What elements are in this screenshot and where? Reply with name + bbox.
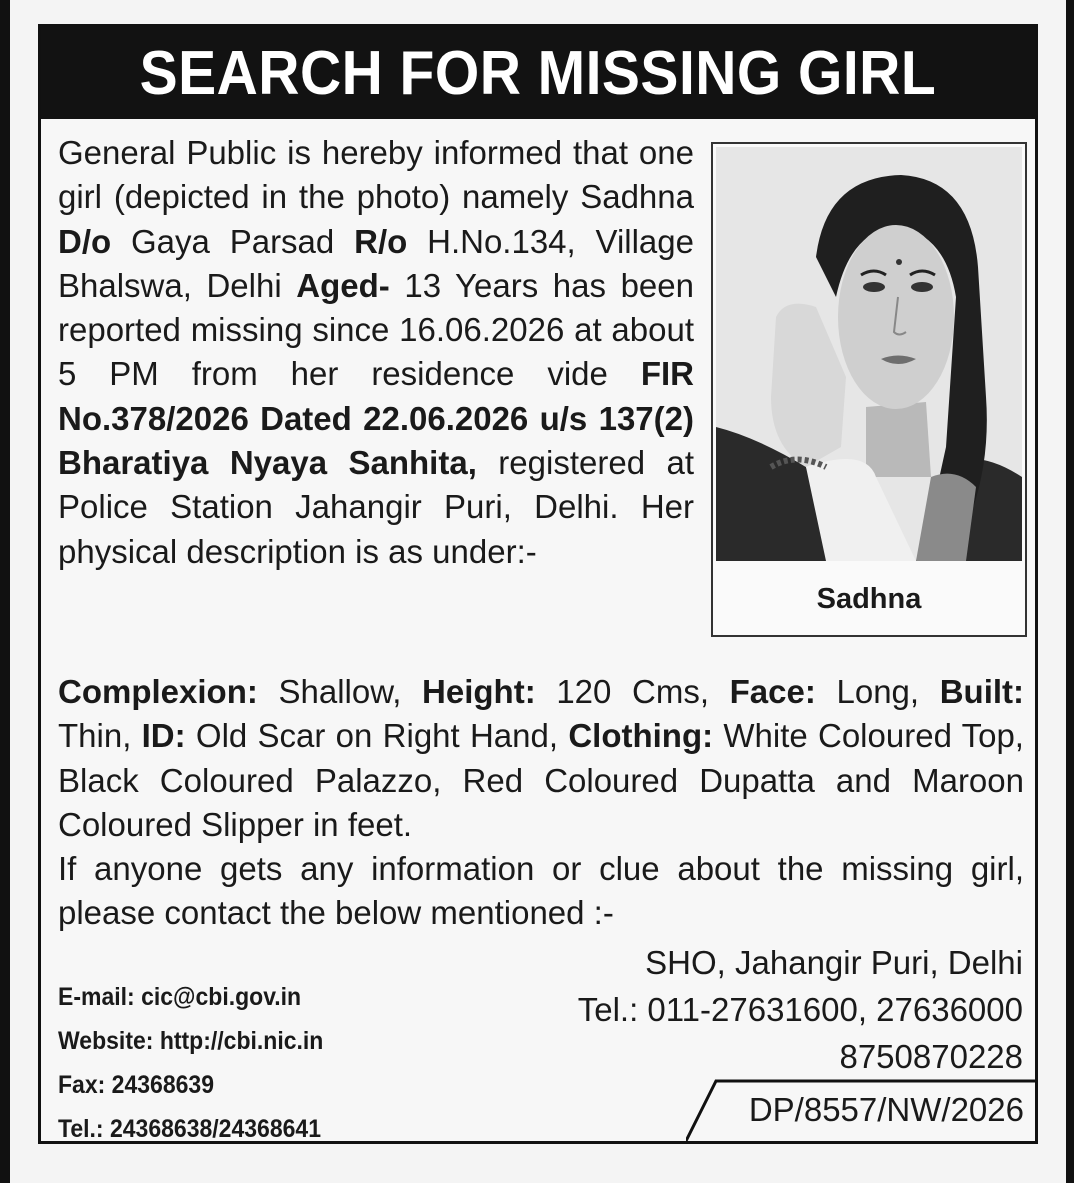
intro-paragraph — [58, 131, 694, 574]
missing-girl-notice — [38, 24, 1038, 1144]
daughter-of-label: D/o — [58, 222, 112, 260]
missing-details-text: 13 Years has been reported missing since 16.06.2026 at about 5 PM from her residence vide — [58, 266, 694, 393]
intro-text: General Public is hereby informed that one girl (depicted in the photo) namely Sadhna — [58, 134, 694, 216]
title-banner — [41, 27, 1035, 119]
face-value: Long, — [815, 673, 940, 710]
sho-mobile: 8750870228 — [839, 1038, 1023, 1075]
face-label: Face: — [729, 673, 816, 710]
cbi-contact-block — [58, 975, 500, 1151]
portrait-illustration — [716, 147, 1022, 561]
id-value: Old Scar on Right Hand, — [185, 717, 569, 755]
missing-girl-photo — [716, 147, 1022, 561]
clothing-value: White Coloured Top, Black Coloured Palazzo, Red Coloured Dupatta and Maroon Coloured Slipper in feet. — [58, 717, 1024, 843]
father-name: Gaya Parsad — [111, 222, 355, 260]
frame-edge-left — [0, 0, 10, 1183]
photo-caption: Sadhna — [816, 582, 922, 615]
police-station-text: registered at Police Station Jahangir Puri, Delhi. Her physical description is as under:- — [58, 444, 695, 570]
address-text: H.No.134, Village Bhalswa, Delhi — [58, 222, 694, 304]
sho-name: SHO, Jahangir Puri, Delhi — [645, 944, 1023, 981]
fir-details: FIR No.378/2026 Dated 22.06.2026 u/s 137(2) Bharatiya Nyaya Sanhita, — [58, 355, 694, 482]
contact-fax: Fax: 24368639 — [58, 1071, 215, 1099]
reference-box — [686, 1079, 1036, 1143]
frame-edge-right — [1066, 0, 1074, 1183]
physical-description — [58, 670, 1024, 936]
built-value: Thin, — [58, 717, 142, 755]
complexion-label: Complexion: — [58, 673, 258, 710]
photo-frame — [711, 142, 1027, 637]
sho-telephone: Tel.: 011-27631600, 27636000 — [577, 991, 1023, 1028]
complexion-value: Shallow, — [257, 673, 423, 710]
notice-title: SEARCH FOR MISSING GIRL — [139, 38, 937, 108]
reference-number: DP/8557/NW/2026 — [748, 1091, 1024, 1128]
height-value: 120 Cms, — [535, 673, 730, 710]
contact-email: E-mail: cic@cbi.gov.in — [58, 983, 302, 1011]
built-label: Built: — [939, 673, 1025, 710]
clothing-label: Clothing: — [568, 717, 714, 755]
aged-label: Aged- — [296, 266, 390, 304]
resident-of-label: R/o — [354, 222, 408, 260]
id-label: ID: — [141, 717, 186, 755]
sho-contact-block — [503, 939, 1023, 1080]
height-label: Height: — [422, 673, 536, 710]
appeal-text: If anyone gets any information or clue about the missing girl, please contact the below mentioned :- — [58, 850, 1024, 932]
contact-tel: Tel.: 24368638/24368641 — [58, 1115, 322, 1143]
contact-website: Website: http://cbi.nic.in — [58, 1027, 324, 1055]
